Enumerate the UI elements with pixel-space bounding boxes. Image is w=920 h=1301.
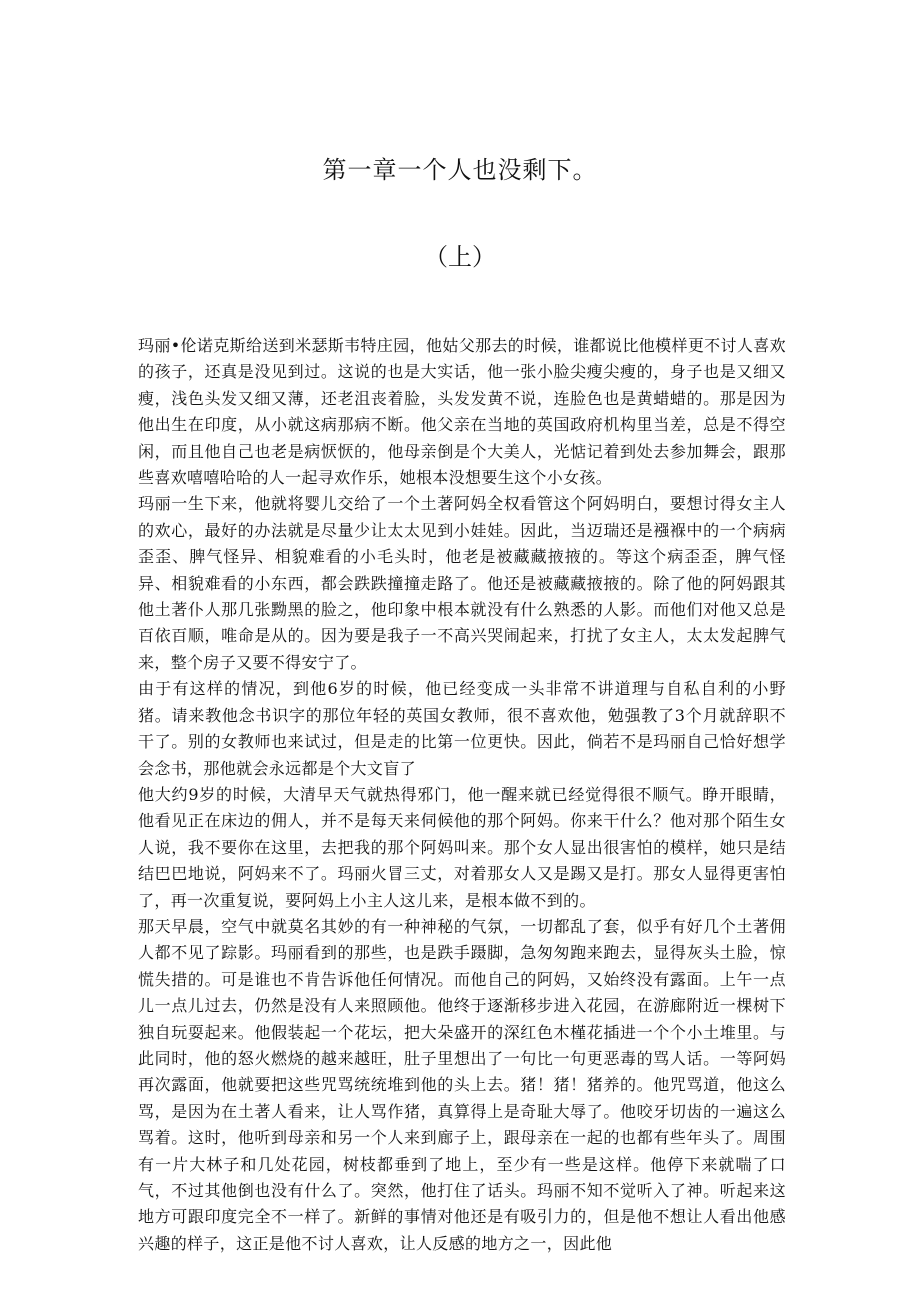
paragraph: 由于有这样的情况，到他6岁的时候，他已经变成一头非常不讲道理与自私自利的小野猪。请来教他念书识字的那位年轻的英国女教师，很不喜欢他，勉强教了3个月就辞职不干了。别的女教师也来试过，但是走的比第一位更快。因此，倘若不是玛丽自己恰好想学会念书，那他就会永远都是个大文盲了 xyxy=(138,679,786,778)
paragraph: 玛丽一生下来，他就将婴儿交给了一个土著阿妈全权看管这个阿妈明白，要想讨得女主人的欢心，最好的办法就是尽量少让太太见到小娃娃。因此，当迈瑞还是襁褓中的一个病病歪歪、脾气怪异、相貌难看的小毛头时，他老是被藏藏掖掖的。等这个病歪歪，脾气怪异、相貌难看的小东西，都会跌跌撞撞走路了。他还是被藏藏掖掖的。除了他的阿妈跟其他土著仆人那几张黝黑的脸之，他印象中根本就没有什么熟悉的人影。而他们对他又总是百依百顺，唯命是从的。因为要是我子一不高兴哭闹起来，打扰了女主人，太太发起脾气来，整个房子又要不得安宁了。 xyxy=(138,494,786,672)
section-title: （上） xyxy=(424,243,496,271)
chapter-title: 第一章一个人也没剩下。 xyxy=(322,156,598,184)
paragraph: 他大约9岁的时候，大清早天气就热得邪门，他一醒来就已经觉得很不顺气。睁开眼睛，他看见正在床边的佣人，并不是每天来伺候他的那个阿妈。你来干什么？他对那个陌生女人说，我不要你在这里，去把我的那个阿妈叫来。那个女人显出很害怕的模样，她只是结结巴巴地说，阿妈来不了。玛丽火冒三丈，对着那女人又是踢又是打。那女人显得更害怕了，再一次重复说，要阿妈上小主人这儿来，是根本做不到的。 xyxy=(138,784,786,910)
paragraph: 玛丽•伦诺克斯给送到米瑟斯韦特庄园，他姑父那去的时候，谁都说比他模样更不讨人喜欢的孩子，还真是没见到过。这说的也是大实话，他一张小脸尖瘦尖瘦的，身子也是又细又瘦，浅色头发又细又薄，还老沮丧着脸，头发发黄不说，连脸色也是黄蜡蜡的。那是因为他出生在印度，从小就这病那病不断。他父亲在当地的英国政府机构里当差，总是不得空闲，而且他自己也老是病恹恹的，他母亲倒是个大美人，光惦记着到处去参加舞会，跟那些喜欢嘻嘻哈哈的人一起寻欢作乐，她根本没想要生这个小女孩。 xyxy=(138,336,786,488)
paragraph: 那天早晨，空气中就莫名其妙的有一种神秘的气氛，一切都乱了套，似乎有好几个土著佣人都不见了踪影。玛丽看到的那些，也是跌手蹑脚，急匆匆跑来跑去，显得灰头土脸，惊慌失措的。可是谁也不肯告诉他任何情况。而他自己的阿妈，又始终没有露面。上午一点儿一点儿过去，仍然是没有人来照顾他。他终于逐渐移步进入花园，在游廊附近一棵树下独自玩耍起来。他假装起一个花坛，把大朵盛开的深红色木槿花插进一个个小土堆里。与此同时，他的怒火燃烧的越来越旺，肚子里想出了一句比一句更恶毒的骂人话。一等阿妈再次露面，他就要把这些咒骂统统堆到他的头上去。猪！猪！猪养的。他咒骂道，他这么骂，是因为在土著人看来，让人骂作猪，真算得上是奇耻大辱了。他咬牙切齿的一遍这么骂着。这时，他听到母亲和另一个人来到廊子上，跟母亲在一起的也都有些年头了。周围有一片大林子和几处花园，树枝都垂到了地上，至少有一些是这样。他停下来就喘了口气，不过其他倒也没有什么了。突然，他打住了话头。玛丽不知不觉听入了神。听起来这地方可跟印度完全不一样了。新鲜的事情对他还是有吸引力的，但是他不想让人看出他感兴趣的样子，这正是他不讨人喜欢，让人反感的地方之一，因此他 xyxy=(138,916,786,1253)
body-text xyxy=(138,333,786,1257)
